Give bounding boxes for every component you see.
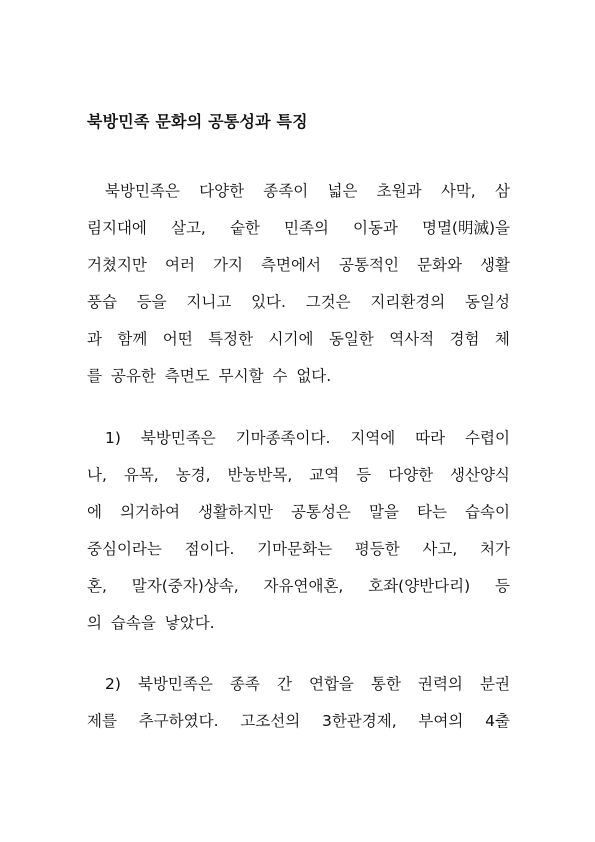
paragraph-line: 1) 북방민족은 기마종족이다. 지역에 따라 수렵이 xyxy=(105,429,510,447)
paragraph-line: 풍습 등을 지니고 있다. 그것은 지리환경의 동일성 xyxy=(87,293,510,311)
paragraph-line: 의 습속을 낳았다. xyxy=(87,614,215,632)
paragraph-line: 림지대에 살고, 숱한 민족의 이동과 명멸(明滅)을 xyxy=(87,219,510,237)
paragraph-line: 를 공유한 측면도 무시할 수 없다. xyxy=(87,367,332,385)
paragraph-line: 북방민족은 다양한 종족이 넓은 초원과 사막, 삼 xyxy=(105,182,510,200)
paragraph-intro xyxy=(87,173,510,395)
paragraph-point-2 xyxy=(87,666,510,740)
paragraph-line: 거쳤지만 여러 가지 측면에서 공통적인 문화와 생활 xyxy=(87,256,510,274)
paragraph-line: 혼, 말자(중자)상속, 자유연애혼, 호좌(양반다리) 등 xyxy=(87,577,510,595)
paragraph-line: 중심이라는 점이다. 기마문화는 평등한 사고, 처가 xyxy=(87,540,510,558)
paragraph-line: 2) 북방민족은 종족 간 연합을 통한 권력의 분권 xyxy=(105,675,510,693)
paragraph-line: 나, 유목, 농경, 반농반목, 교역 등 다양한 생산양식 xyxy=(87,466,510,484)
document-title: 북방민족 문화의 공통성과 특징 xyxy=(87,112,308,131)
paragraph-point-1 xyxy=(87,420,510,642)
paragraph-line: 에 의거하여 생활하지만 공통성은 말을 타는 습속이 xyxy=(87,503,510,521)
paragraph-line: 과 함께 어떤 특정한 시기에 동일한 역사적 경험 체 xyxy=(87,330,510,348)
paragraph-line: 제를 추구하였다. 고조선의 3한관경제, 부여의 4출 xyxy=(87,712,510,730)
